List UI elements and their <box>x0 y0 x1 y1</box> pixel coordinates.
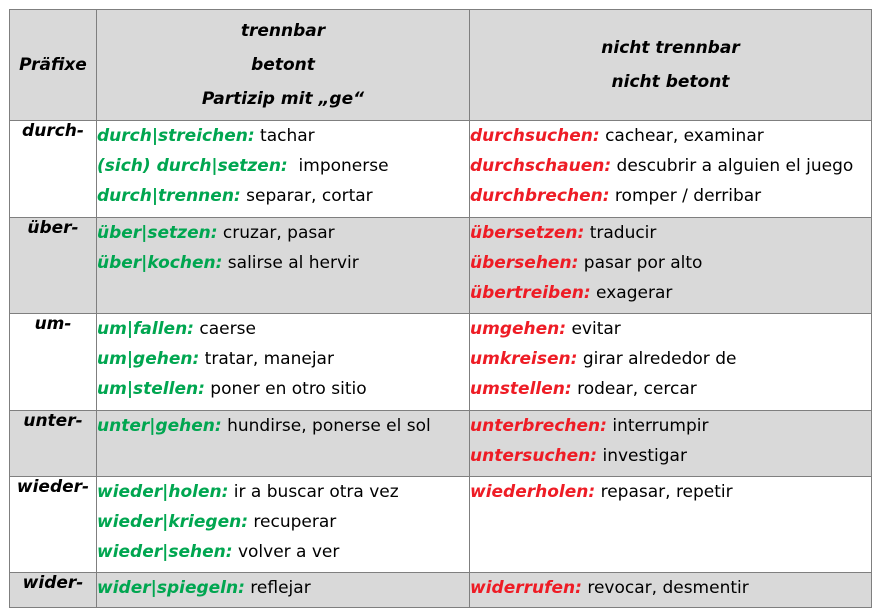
header-separable-line: trennbar <box>240 21 326 41</box>
separable-verb: um|gehen: <box>97 349 200 369</box>
spanish-translation: poner en otro sitio <box>204 379 367 399</box>
spanish-translation: tratar, manejar <box>199 349 334 369</box>
spanish-translation: cachear, examinar <box>599 126 764 146</box>
separable-verb: über|kochen: <box>97 253 223 273</box>
spanish-translation: rodear, cercar <box>571 379 697 399</box>
header-row <box>10 10 872 121</box>
separable-verb: durch|streichen: <box>97 126 255 146</box>
separable-verb: unter|gehen: <box>97 416 222 436</box>
spanish-translation: interrumpir <box>606 416 709 436</box>
inseparable-cell <box>470 121 872 218</box>
prefix-cell: unter- <box>10 411 97 477</box>
separable-entry <box>97 218 469 248</box>
separable-entry <box>97 374 469 404</box>
table-row <box>10 314 872 411</box>
inseparable-entry <box>470 181 871 211</box>
inseparable-entry <box>470 374 871 404</box>
inseparable-cell <box>470 314 872 411</box>
inseparable-entry <box>470 477 871 507</box>
separable-cell <box>97 477 470 573</box>
prefix-table <box>9 9 872 608</box>
inseparable-entry <box>470 573 871 603</box>
inseparable-entry <box>470 151 871 181</box>
separable-entry <box>97 151 469 181</box>
inseparable-cell <box>470 477 872 573</box>
separable-verb: wider|spiegeln: <box>97 578 245 598</box>
prefix-cell: durch- <box>10 121 97 218</box>
table-row <box>10 218 872 314</box>
spanish-translation: descubrir a alguien el juego <box>611 156 854 176</box>
inseparable-verb: untersuchen: <box>470 446 598 466</box>
spanish-translation: caerse <box>193 319 256 339</box>
inseparable-verb: übersetzen: <box>470 223 585 243</box>
spanish-translation: tachar <box>254 126 315 146</box>
inseparable-entry <box>470 218 871 248</box>
inseparable-entry <box>470 411 871 441</box>
inseparable-cell <box>470 218 872 314</box>
inseparable-entry <box>470 441 871 471</box>
inseparable-verb: wiederholen: <box>470 482 596 502</box>
separable-entry <box>97 507 469 537</box>
separable-entry <box>97 314 469 344</box>
inseparable-cell <box>470 411 872 477</box>
table-row <box>10 477 872 573</box>
header-separable <box>97 10 470 121</box>
spanish-translation: reflejar <box>244 578 311 598</box>
inseparable-entry <box>470 344 871 374</box>
inseparable-entry <box>470 248 871 278</box>
table-row <box>10 121 872 218</box>
header-inseparable-line: nicht betont <box>611 72 730 92</box>
separable-cell <box>97 218 470 314</box>
table-row <box>10 411 872 477</box>
separable-entry <box>97 121 469 151</box>
inseparable-verb: übertreiben: <box>470 283 591 303</box>
spanish-translation: evitar <box>566 319 621 339</box>
inseparable-entry <box>470 121 871 151</box>
separable-entry <box>97 248 469 278</box>
separable-verb: wieder|holen: <box>97 482 229 502</box>
spanish-translation: imponerse <box>287 156 389 176</box>
inseparable-entry <box>470 314 871 344</box>
header-inseparable <box>470 10 872 121</box>
separable-cell <box>97 573 470 608</box>
spanish-translation: repasar, repetir <box>595 482 733 502</box>
inseparable-cell <box>470 573 872 608</box>
spanish-translation: cruzar, pasar <box>217 223 335 243</box>
separable-entry <box>97 573 469 603</box>
header-separable-line: betont <box>251 55 315 75</box>
separable-entry <box>97 411 469 441</box>
header-inseparable-line: nicht trennbar <box>601 38 740 58</box>
prefix-cell: über- <box>10 218 97 314</box>
spanish-translation: exagerar <box>590 283 673 303</box>
separable-verb: über|setzen: <box>97 223 218 243</box>
inseparable-verb: umkreisen: <box>470 349 578 369</box>
separable-entry <box>97 537 469 567</box>
spanish-translation: pasar por alto <box>578 253 703 273</box>
separable-entry <box>97 477 469 507</box>
inseparable-verb: umstellen: <box>470 379 572 399</box>
inseparable-entry <box>470 278 871 308</box>
spanish-translation: revocar, desmentir <box>581 578 749 598</box>
spanish-translation: recuperar <box>248 512 337 532</box>
separable-cell <box>97 314 470 411</box>
spanish-translation: ir a buscar otra vez <box>228 482 399 502</box>
header-separable-line: Partizip mit „ge“ <box>201 89 365 109</box>
spanish-translation: hundirse, ponerse el sol <box>221 416 431 436</box>
prefix-cell: um- <box>10 314 97 411</box>
spanish-translation: volver a ver <box>232 542 340 562</box>
separable-verb: wieder|sehen: <box>97 542 233 562</box>
spanish-translation: romper / derribar <box>609 186 762 206</box>
inseparable-verb: übersehen: <box>470 253 579 273</box>
prefix-cell: wieder- <box>10 477 97 573</box>
inseparable-verb: durchbrechen: <box>470 186 610 206</box>
table-row <box>10 573 872 608</box>
inseparable-verb: umgehen: <box>470 319 567 339</box>
spanish-translation: investigar <box>597 446 687 466</box>
separable-verb: um|stellen: <box>97 379 205 399</box>
spanish-translation: separar, cortar <box>240 186 373 206</box>
inseparable-verb: unterbrechen: <box>470 416 607 436</box>
inseparable-verb: durchsuchen: <box>470 126 600 146</box>
inseparable-verb: durchschauen: <box>470 156 612 176</box>
separable-verb: (sich) durch|setzen: <box>97 156 288 176</box>
table-body <box>10 121 872 608</box>
separable-entry <box>97 181 469 211</box>
spanish-translation: salirse al hervir <box>222 253 359 273</box>
prefix-cell: wider- <box>10 573 97 608</box>
spanish-translation: traducir <box>584 223 657 243</box>
separable-entry <box>97 344 469 374</box>
header-prefixes: Präfixe <box>10 10 97 121</box>
inseparable-verb: widerrufen: <box>470 578 582 598</box>
separable-verb: durch|trennen: <box>97 186 241 206</box>
separable-verb: um|fallen: <box>97 319 194 339</box>
separable-cell <box>97 411 470 477</box>
separable-cell <box>97 121 470 218</box>
separable-verb: wieder|kriegen: <box>97 512 248 532</box>
spanish-translation: girar alrededor de <box>577 349 737 369</box>
